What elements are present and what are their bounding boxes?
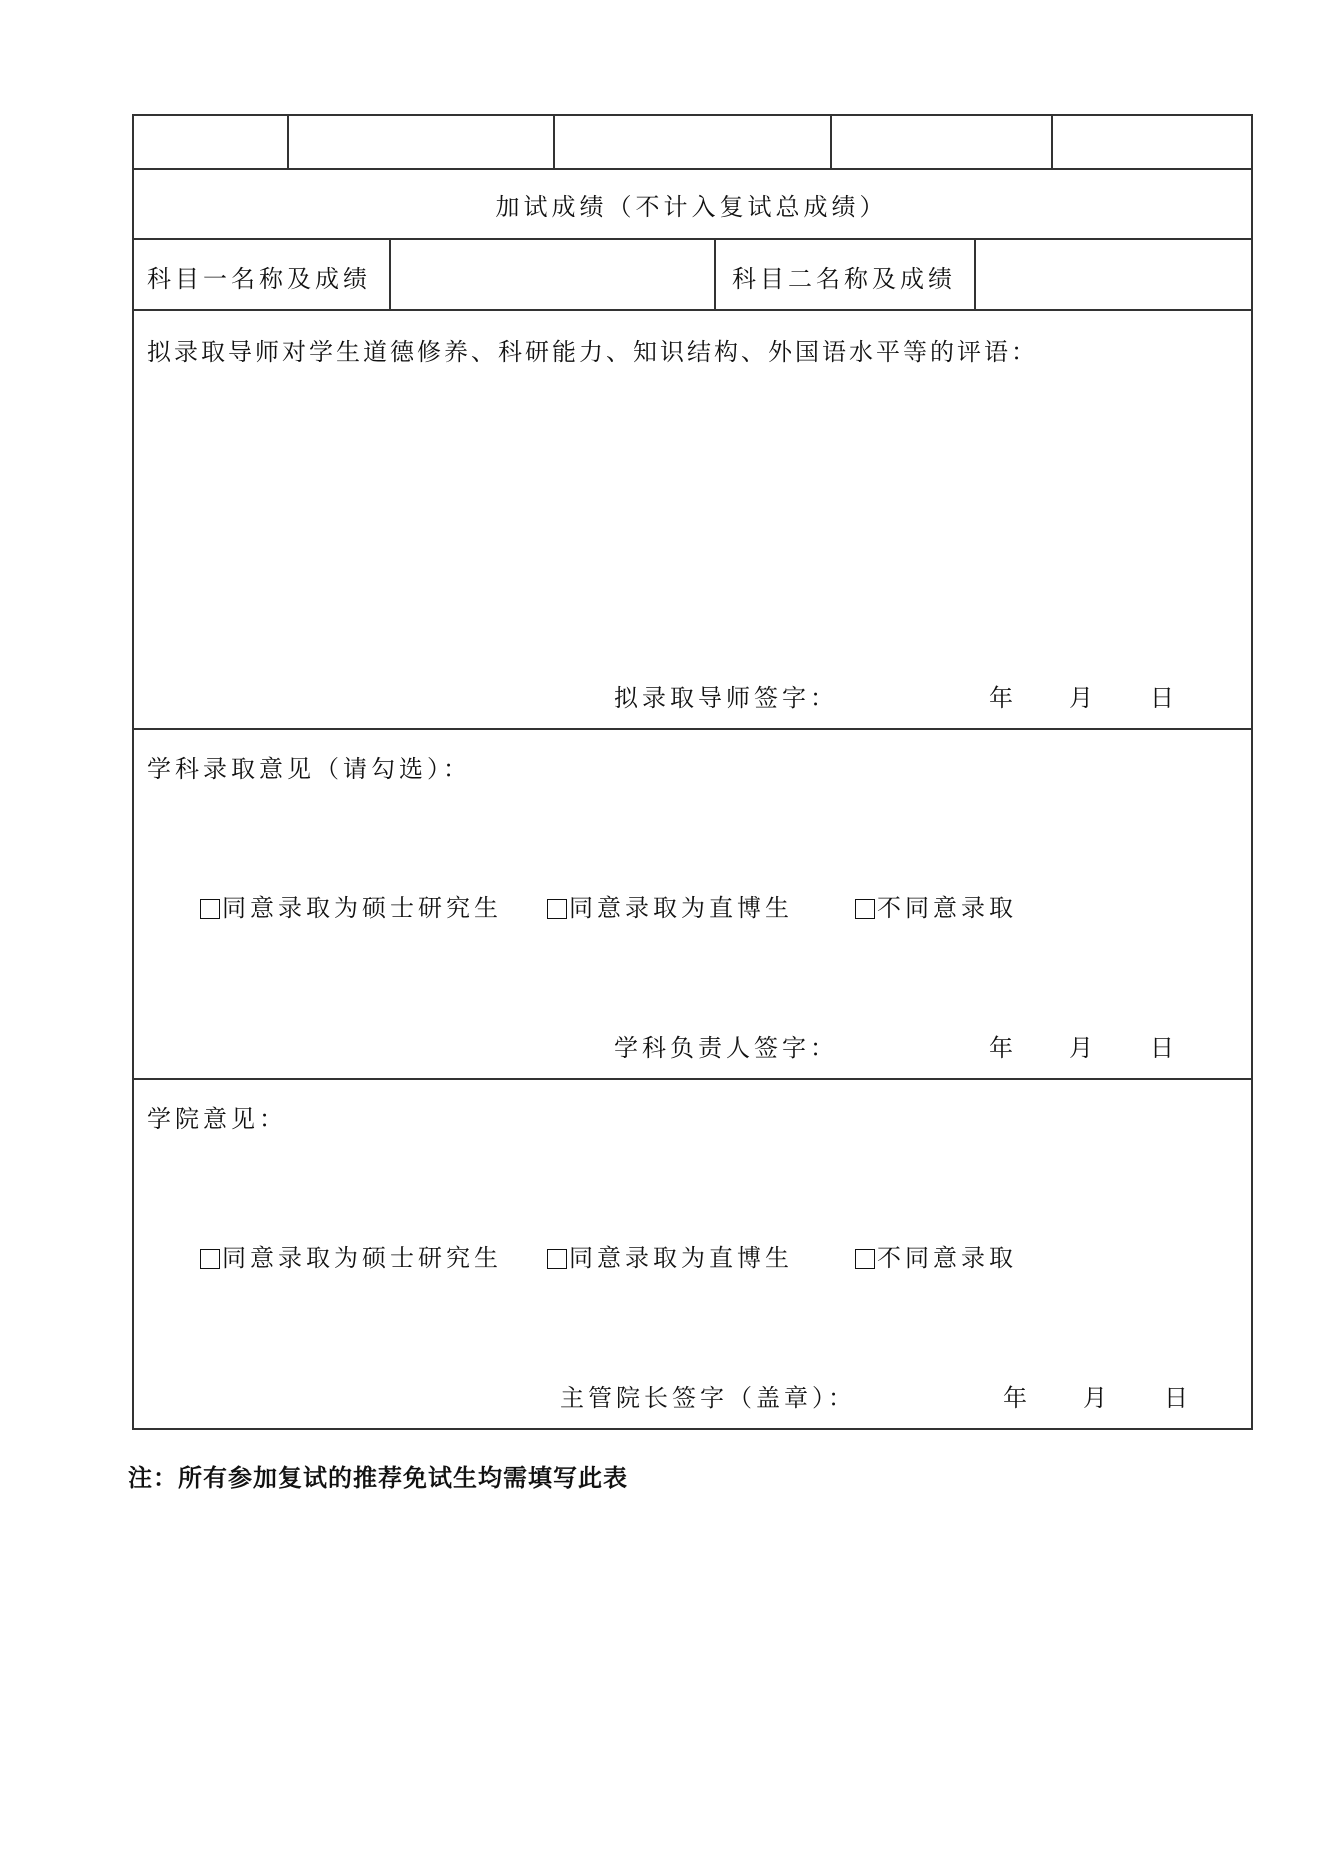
supervisor-comment-field[interactable] xyxy=(147,375,1237,665)
extra-exam-title: 加试成绩（不计入复试总成绩） xyxy=(495,193,888,221)
table-border-bottom xyxy=(132,1428,1253,1430)
table-divider xyxy=(714,238,716,310)
college-option-reject[interactable]: 不同意录取 xyxy=(855,1246,1017,1270)
table-divider xyxy=(132,309,1253,311)
checkbox-icon[interactable] xyxy=(855,1249,875,1269)
college-title: 学院意见： xyxy=(147,1105,287,1133)
date-day-label: 日 xyxy=(1150,684,1178,712)
table-divider xyxy=(132,168,1253,170)
date-year-label: 年 xyxy=(989,684,1017,712)
blank-cell[interactable] xyxy=(555,116,830,168)
subject2-score-field[interactable] xyxy=(976,240,1251,309)
table-border-left xyxy=(132,114,134,1430)
date-year-label: 年 xyxy=(1003,1384,1031,1412)
table-border-right xyxy=(1251,114,1253,1430)
footer-note: 注：所有参加复试的推荐免试生均需填写此表 xyxy=(128,1464,628,1492)
date-month-label: 月 xyxy=(1083,1384,1111,1412)
blank-cell[interactable] xyxy=(134,116,287,168)
college-option-master[interactable]: 同意录取为硕士研究生 xyxy=(200,1246,502,1270)
checkbox-icon[interactable] xyxy=(200,1249,220,1269)
checkbox-icon[interactable] xyxy=(547,1249,567,1269)
blank-cell[interactable] xyxy=(1053,116,1251,168)
date-month-label: 月 xyxy=(1069,1034,1097,1062)
supervisor-comment-prompt: 拟录取导师对学生道德修养、科研能力、知识结构、外国语水平等的评语： xyxy=(147,338,1038,366)
date-day-label: 日 xyxy=(1164,1384,1192,1412)
blank-cell[interactable] xyxy=(832,116,1051,168)
date-day-label: 日 xyxy=(1150,1034,1178,1062)
subject1-score-field[interactable] xyxy=(391,240,714,309)
date-month-label: 月 xyxy=(1069,684,1097,712)
discipline-option-direct-phd[interactable]: 同意录取为直博生 xyxy=(547,896,793,920)
college-option-direct-phd[interactable]: 同意录取为直博生 xyxy=(547,1246,793,1270)
supervisor-signature-label: 拟录取导师签字： xyxy=(614,684,838,712)
supervisor-signature-field[interactable] xyxy=(820,676,980,716)
college-signature-label: 主管院长签字（盖章）： xyxy=(560,1384,856,1412)
discipline-signature-field[interactable] xyxy=(820,1026,980,1066)
subject2-label: 科目二名称及成绩 xyxy=(732,265,956,293)
checkbox-icon[interactable] xyxy=(200,899,220,919)
table-divider xyxy=(132,1078,1253,1080)
table-divider xyxy=(132,728,1253,730)
discipline-signature-label: 学科负责人签字： xyxy=(614,1034,838,1062)
college-signature-field[interactable] xyxy=(850,1376,990,1416)
date-year-label: 年 xyxy=(989,1034,1017,1062)
discipline-option-reject[interactable]: 不同意录取 xyxy=(855,896,1017,920)
discipline-title: 学科录取意见（请勾选）： xyxy=(147,755,471,783)
blank-cell[interactable] xyxy=(289,116,553,168)
discipline-option-master[interactable]: 同意录取为硕士研究生 xyxy=(200,896,502,920)
subject1-label: 科目一名称及成绩 xyxy=(147,265,371,293)
checkbox-icon[interactable] xyxy=(855,899,875,919)
checkbox-icon[interactable] xyxy=(547,899,567,919)
